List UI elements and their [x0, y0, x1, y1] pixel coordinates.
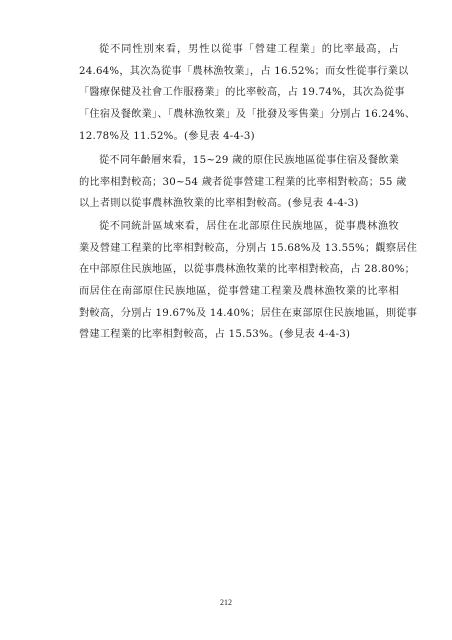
text-line: 12.78%及 11.52%。(參見表 4-4-3): [79, 130, 255, 142]
page-number: 212: [220, 598, 232, 607]
text-line: 「住宿及餐飲業」、「農林漁牧業」及「批發及零售業」分別占 16.24%、: [79, 109, 416, 121]
text-line: 從不同統計區域來看，居住在北部原住民族地區，從事農林漁牧: [99, 221, 399, 232]
text-line: 從不同性別來看，男性以從事「營建工程業」的比率最高，占: [99, 44, 399, 55]
text-line: 營建工程業的比率相對較高，占 15.53%。(參見表 4-4-3): [79, 329, 351, 341]
text-line: 以上者則以從事農林漁牧業的比率相對較高。(參見表 4-4-3): [79, 198, 359, 210]
paragraph-region: [79, 216, 418, 346]
text-line: 在中部原住民族地區，以從事農林漁牧業的比率相對較高，占 28.80%；: [79, 264, 416, 276]
paragraph-age: [79, 150, 407, 215]
text-line: 「醫療保健及社會工作服務業」的比率較高，占 19.74%，其次為從事: [79, 87, 405, 99]
text-line: 的比率相對較高；30~54 歲者從事營建工程業的比率相對較高；55 歲: [79, 176, 407, 188]
text-line: 而居住在南部原住民族地區，從事營建工程業及農林漁牧業的比率相: [79, 286, 399, 298]
paragraph-gender: [79, 39, 416, 147]
text-line: 從不同年齡層來看，15~29 歲的原住民族地區從事住宿及餐飲業: [99, 155, 400, 166]
text-line: 業及營建工程業的比率相對較高，分別占 15.68%及 13.55%；觀察居住: [79, 242, 418, 254]
text-line: 24.64%，其次為從事「農林漁牧業」，占 16.52%；而女性從事行業以: [79, 65, 409, 77]
text-line: 對較高，分別占 19.67%及 14.40%；居住在東部原住民族地區，則從事: [79, 307, 418, 319]
